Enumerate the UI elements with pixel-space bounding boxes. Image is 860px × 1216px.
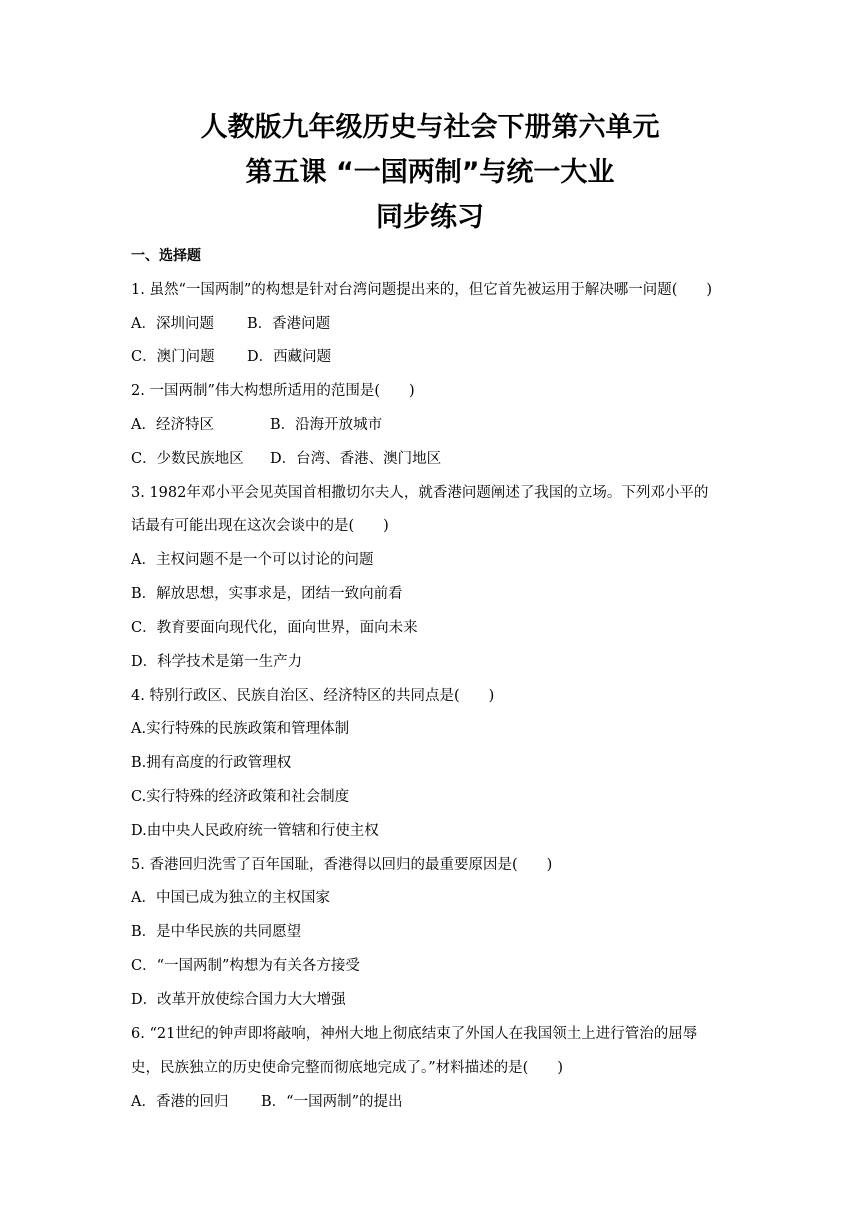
question-1-option-d: D．西藏问题 [247, 349, 332, 365]
question-2-option-d: D．台湾、香港、澳门地区 [270, 451, 442, 467]
question-1-option-c: C．澳门问题 [131, 349, 215, 365]
question-3-option-a: A．主权问题不是一个可以讨论的问题 [131, 552, 374, 568]
title-line-1: 人教版九年级历史与社会下册第六单元 [200, 112, 660, 143]
question-6-stem-line-1: 6. “21世纪的钟声即将敲响，神州大地上彻底结束了外国人在我国领土上进行管治的屈辱 [131, 1026, 698, 1042]
question-5-option-b: B．是中华民族的共同愿望 [131, 924, 302, 940]
question-4-option-c: C.实行特殊的经济政策和社会制度 [131, 789, 350, 805]
question-4-option-b: B.拥有高度的行政管理权 [131, 755, 292, 771]
title-line-2: 第五课 “一国两制”与统一大业 [245, 157, 615, 188]
question-1-option-a: A．深圳问题 [131, 316, 214, 332]
question-4-option-d: D.由中央人民政府统一管辖和行使主权 [131, 823, 379, 839]
question-3-stem-line-2: 话最有可能出现在这次会谈中的是( ) [131, 518, 389, 534]
question-2-option-a: A．经济特区 [131, 417, 214, 433]
question-6-option-a: A．香港的回归 [131, 1094, 229, 1110]
question-5-option-c: C．“一国两制”构想为有关各方接受 [131, 958, 360, 974]
question-3-option-b: B．解放思想，实事求是，团结一致向前看 [131, 586, 403, 602]
question-1-option-b: B．香港问题 [247, 316, 331, 332]
section-heading: 一、选择题 [131, 248, 201, 264]
title-line-3: 同步练习 [376, 202, 484, 233]
question-6-stem-line-2: 史，民族独立的历史使命完整而彻底地完成了。”材料描述的是( ) [131, 1060, 563, 1076]
question-5-stem: 5. 香港回归洗雪了百年国耻，香港得以回归的最重要原因是( ) [131, 857, 553, 873]
question-5-option-a: A．中国已成为独立的主权国家 [131, 890, 330, 906]
question-2-option-b: B．沿海开放城市 [270, 417, 383, 433]
question-3-option-d: D．科学技术是第一生产力 [131, 654, 303, 670]
question-4-stem: 4. 特别行政区、民族自治区、经济特区的共同点是( ) [131, 688, 495, 704]
question-4-option-a: A.实行特殊的民族政策和管理体制 [131, 721, 350, 737]
question-3-stem-line-1: 3. 1982年邓小平会见英国首相撒切尔夫人，就香港问题阐述了我国的立场。下列邓小平的 [131, 485, 709, 501]
question-3-option-c: C．教育要面向现代化，面向世界，面向未来 [131, 620, 418, 636]
question-1-stem: 1. 虽然“一国两制”的构想是针对台湾问题提出来的，但它首先被运用于解决哪一问题( ) [131, 282, 713, 298]
question-5-option-d: D．改革开放使综合国力大大增强 [131, 992, 346, 1008]
question-2-stem: 2. 一国两制”伟大构想所适用的范围是( ) [131, 383, 415, 399]
question-6-option-b: B．“一国两制”的提出 [261, 1094, 403, 1110]
question-2-option-c: C．少数民族地区 [131, 451, 244, 467]
